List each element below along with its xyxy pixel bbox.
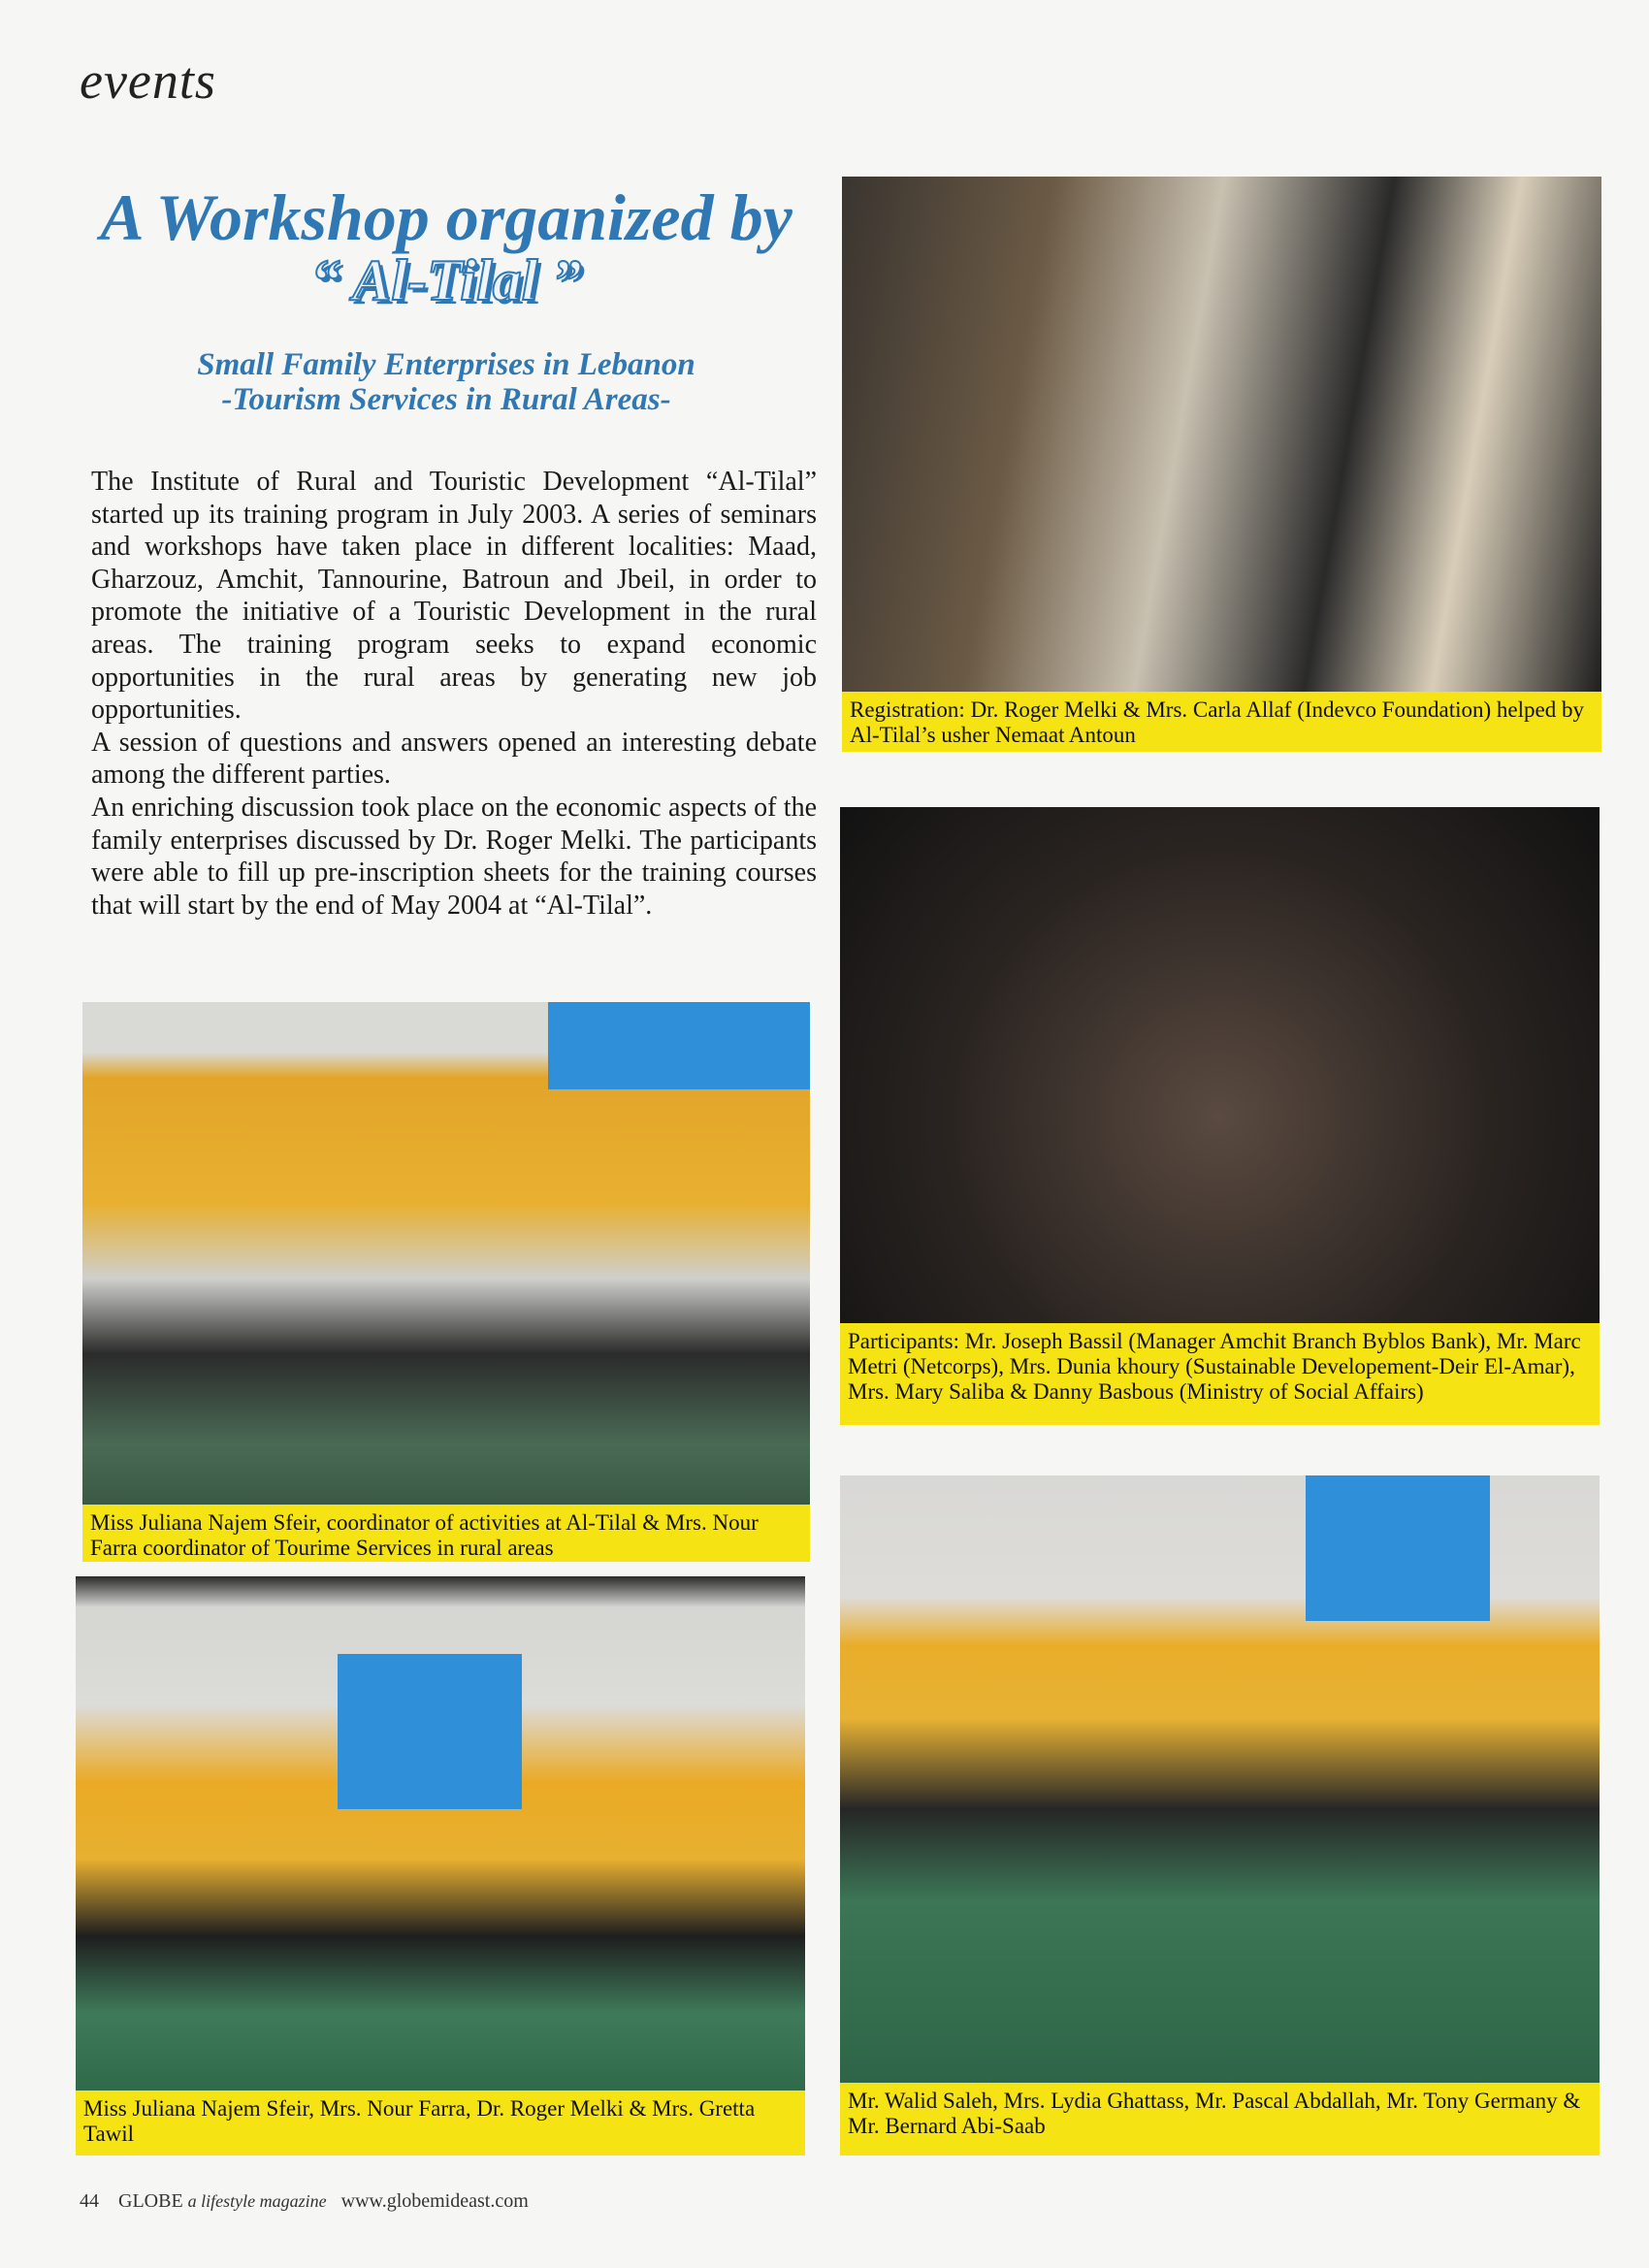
caption-panel-right: Mr. Walid Saleh, Mrs. Lydia Ghattass, Mr. Pascal Abdallah, Mr. Tony Germany & Mr. Bernard Abi-Saab xyxy=(840,2083,1600,2155)
section-label: events xyxy=(80,51,216,110)
website-url: www.globemideast.com xyxy=(340,2190,529,2212)
photo-panel-left xyxy=(76,1576,805,2090)
paragraph: The Institute of Rural and Touristic Development “Al-Tilal” started up its training program in July 2003. A series of seminars and workshops have taken place in different localities: Maad, Gharzouz, Amchit, Tannourine, Batroun and Jbeil, in order to promote the initiative of a Touristic Development in the rural areas. The training program seeks to expand economic opportunities in the rural areas by generating new job opportunities. xyxy=(91,467,817,726)
photo-registration xyxy=(842,177,1601,692)
caption-coordinators: Miss Juliana Najem Sfeir, coordinator of activities at Al-Tilal & Mrs. Nour Farra coordinator of Tourime Services in rural areas xyxy=(82,1505,810,1562)
al-tilal-logo-banner xyxy=(1306,1475,1490,1621)
headline: A Workshop organized by xyxy=(100,180,792,254)
caption-participants: Participants: Mr. Joseph Bassil (Manager Amchit Branch Byblos Bank), Mr. Marc Metri (Netcorps), Mrs. Dunia khoury (Sustainable Developement-Deir El-Amar), Mrs. Mary Saliba & Danny Basbous (Ministry of Social Affairs) xyxy=(840,1323,1600,1425)
al-tilal-logo-banner xyxy=(548,1002,810,1089)
magazine-name: GLOBE xyxy=(118,2190,183,2212)
paragraph: An enriching discussion took place on the economic aspects of the family enterprises discussed by Dr. Roger Melki. The participants were able to fill up pre-inscription sheets for the training courses that will start by the end of May 2004 at “Al-Tilal”. xyxy=(91,792,817,921)
caption-registration: Registration: Dr. Roger Melki & Mrs. Carla Allaf (Indevco Foundation) helped by Al-Tilal’s usher Nemaat Antoun xyxy=(842,692,1601,752)
page-number: 44 xyxy=(80,2190,99,2212)
photo-panel-right xyxy=(840,1475,1600,2083)
al-tilal-logo-banner xyxy=(338,1654,522,1809)
photo-coordinators xyxy=(82,1002,810,1505)
caption-panel-left: Miss Juliana Najem Sfeir, Mrs. Nour Farra, Dr. Roger Melki & Mrs. Gretta Tawil xyxy=(76,2090,805,2155)
article-body xyxy=(91,466,817,922)
subheadline: Small Family Enterprises in Lebanon xyxy=(197,347,695,382)
magazine-tagline: a lifestyle magazine xyxy=(187,2191,327,2211)
subheadline-2: -Tourism Services in Rural Areas- xyxy=(221,382,671,417)
photo-participants xyxy=(840,807,1600,1323)
headline-org: “ Al-Tilal ” xyxy=(310,248,582,312)
page-footer xyxy=(80,2190,529,2213)
paragraph: A session of questions and answers opened an interesting debate among the different parties. xyxy=(91,727,817,791)
